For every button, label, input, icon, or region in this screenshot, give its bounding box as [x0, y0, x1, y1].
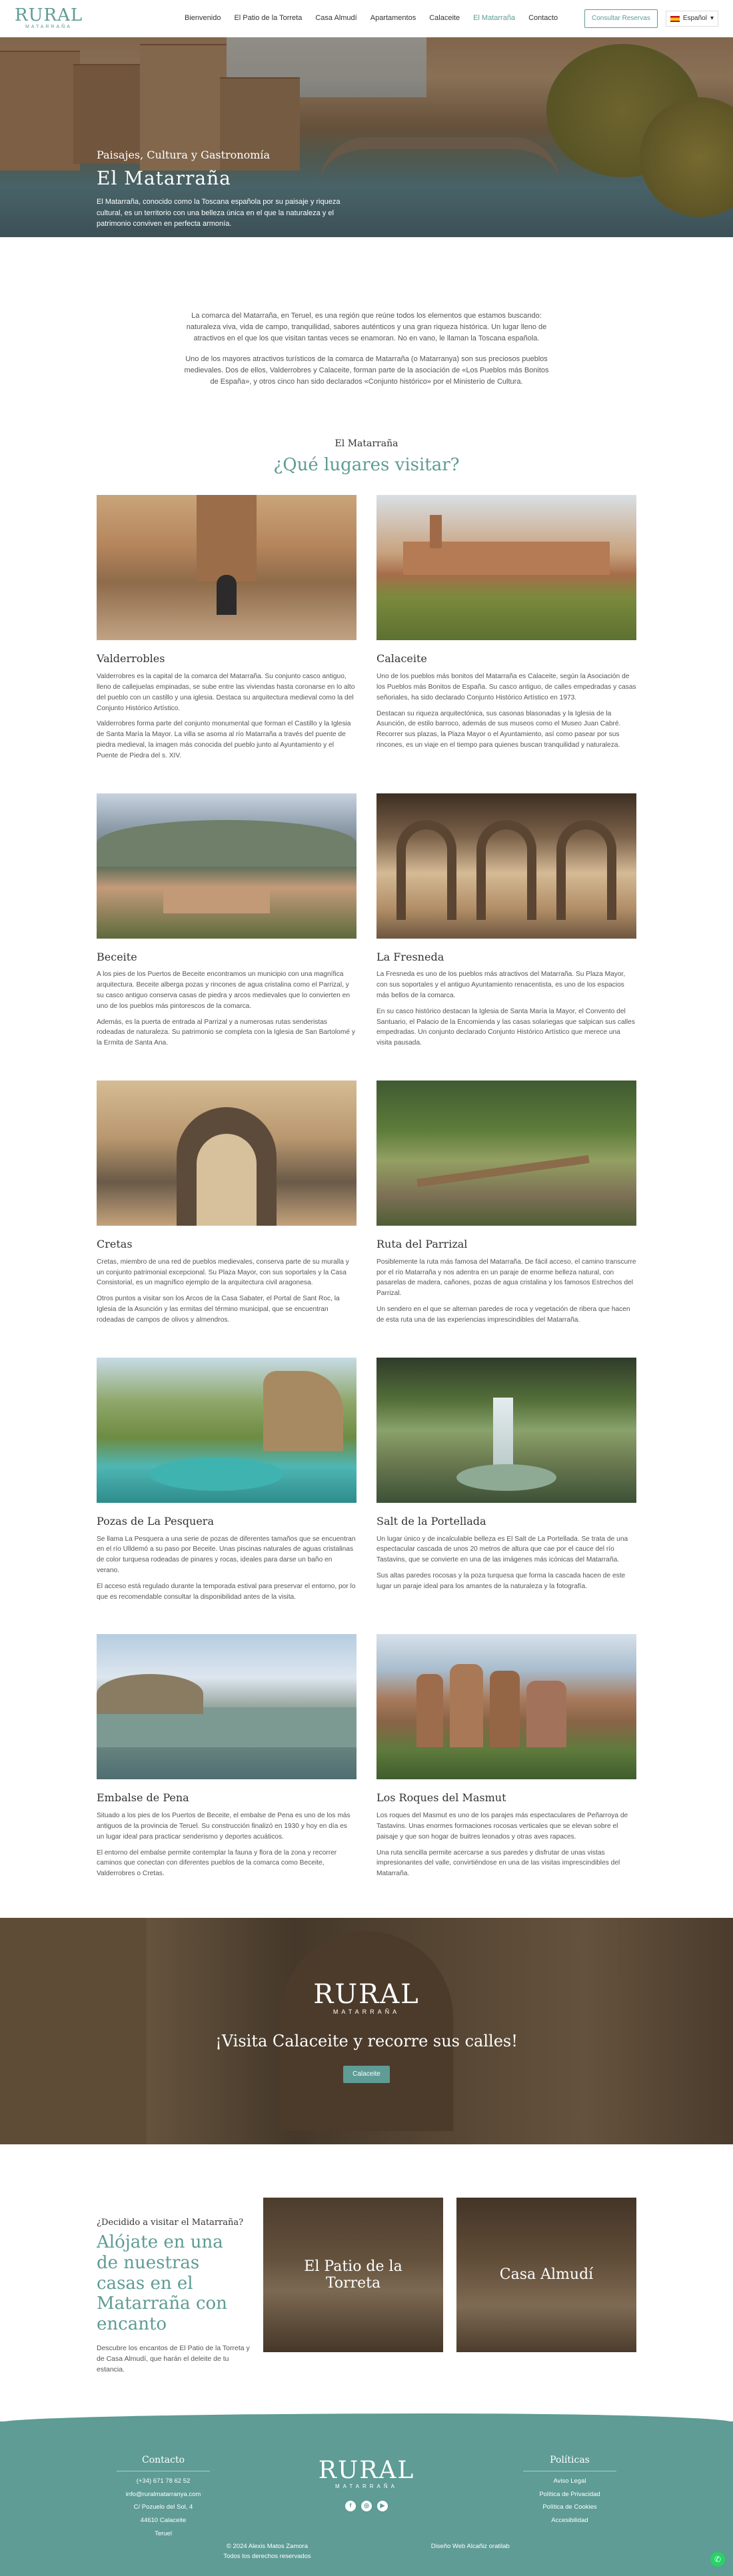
top-navigation: [0, 0, 733, 37]
policy-link[interactable]: Política de Privacidad: [539, 2490, 600, 2498]
footer-logo-sub: MATARRAÑA: [335, 2483, 398, 2490]
place-text: El entorno del embalse permite contemplar la fauna y flora de la zona y recorrer caminos que conectan con diferentes pueblos de la comarca como Beceite, Valderrobres o Cretas.: [97, 1849, 337, 1878]
footer-contact-title: Contacto: [117, 2453, 210, 2471]
footer-policies: [503, 2453, 636, 2542]
language-label: Español: [682, 15, 707, 23]
places-title: ¿Qué lugares visitar?: [273, 454, 460, 475]
designer-credit[interactable]: Diseño Web Alcañiz oratilab: [430, 2542, 510, 2550]
site-footer: [0, 2421, 733, 2576]
banner-logo-sub: MATARRAÑA: [333, 2008, 400, 2016]
footer-phone[interactable]: (+34) 671 78 62 52: [136, 2477, 191, 2485]
hero-subtitle: Paisajes, Cultura y Gastronomía: [97, 149, 271, 161]
stay-question: ¿Decidido a visitar el Matarraña?: [97, 2218, 244, 2228]
main-menu: [185, 13, 558, 24]
social-links: [319, 2501, 414, 2511]
house-card-casa-almudi[interactable]: [456, 2198, 636, 2352]
beceite-image: [97, 793, 357, 939]
youtube-icon[interactable]: ▶: [377, 2501, 388, 2511]
house-card-patio-torreta[interactable]: [263, 2198, 443, 2352]
language-selector[interactable]: [666, 11, 718, 27]
intro-paragraph-2: Uno de los mayores atractivos turísticos de la comarca de Matarraña (o Matarranya) son sus preciosos pueblos medievales. Dos de ellos, Valderrobres y Calaceite, forman parte de la asociación de «Los Pueblos más Bonitos de España», y otros cinco han sido declarados «Conjunto histórico» por el Ministerio de Cultura.: [184, 355, 549, 386]
policy-link[interactable]: Aviso Legal: [553, 2477, 586, 2485]
hero-title: El Matarraña: [97, 167, 231, 189]
footer-address: C/ Pozuelo del Sol, 4: [133, 2503, 193, 2511]
salt-portellada-image: [376, 1358, 636, 1503]
calaceite-image: [376, 495, 636, 640]
chevron-down-icon: ▾: [710, 15, 714, 23]
footer-province: Teruel: [155, 2529, 172, 2537]
house-name: El Patio de la Torreta: [304, 2258, 402, 2292]
place-text: Posiblemente la ruta más famosa del Matarraña. De fácil acceso, el camino transcurre por el río Matarraña y nos adentra en un paraje de enorme belleza natural, con pasarelas de madera, cañones, pozas de agua cristalina y los famosos Estrechos del Parrizal.: [376, 1258, 636, 1298]
spain-flag-icon: [670, 16, 680, 22]
place-text: Uno de los pueblos más bonitos del Matarraña es Calaceite, según la Asociación de los Pueblos más Bonitos de España. Su casco antiguo, de calles empedradas y casas señoriales, ha sido declarado Conjunto Histórico Artístico en 1973.: [376, 673, 636, 701]
place-text: Se llama La Pesquera a una serie de pozas de diferentes tamaños que se encuentran en el río Ulldemó a su paso por Beceite. Unas piscinas naturales de aguas cristalinas de color turquesa rodeadas de pinares y rocas, ideales para darse un baño en verano.: [97, 1535, 356, 1574]
place-text: Un sendero en el que se alternan paredes de roca y vegetación de ribera que hacen de esta ruta una de las experiencias imprescindibles del Matarraña.: [376, 1306, 630, 1324]
house-name: Casa Almudí: [499, 2266, 594, 2284]
hero-banner: [0, 37, 733, 237]
places-grid: [97, 495, 636, 1911]
place-text: El acceso está regulado durante la temporada estival para preservar el entorno, por lo que es recomendable consultar la disponibilidad antes de la visita.: [97, 1582, 356, 1601]
footer-city: 44610 Calaceite: [140, 2517, 187, 2525]
site-logo[interactable]: [15, 7, 88, 31]
place-card-embalse-pena: [97, 1634, 357, 1885]
menu-item-matarrana[interactable]: El Matarraña: [473, 14, 516, 23]
facebook-icon[interactable]: f: [345, 2501, 356, 2511]
policy-link[interactable]: Política de Cookies: [542, 2503, 597, 2511]
place-title: Los Roques del Masmut: [376, 1791, 506, 1805]
embalse-pena-image: [97, 1634, 357, 1779]
footer-logo-main: RURAL: [318, 2457, 415, 2485]
menu-item-contacto[interactable]: Contacto: [528, 14, 558, 23]
menu-item-casa-almudi[interactable]: Casa Almudí: [315, 14, 357, 23]
footer-email[interactable]: info@ruralmatarranya.com: [125, 2490, 201, 2498]
place-card-roques-masmut: [376, 1634, 636, 1885]
place-card-salt-portellada: [376, 1358, 636, 1608]
whatsapp-icon[interactable]: ✆: [710, 2552, 725, 2567]
place-text: Cretas, miembro de una red de pueblos medievales, conserva parte de su muralla y un conjunto patrimonial excepcional. Su Plaza Mayor, con sus soportales y la Casa Consistorial, es un magnífico ejemplo de la arquitectura civil aragonesa.: [97, 1258, 349, 1287]
copyright: © 2024 Alexis Matos Zamora: [226, 2542, 308, 2550]
place-card-parrizal: [376, 1080, 636, 1331]
parrizal-image: [376, 1080, 636, 1226]
cretas-image: [97, 1080, 357, 1226]
places-kicker: El Matarraña: [335, 438, 398, 450]
banner-title: ¡Visita Calaceite y recorre sus calles!: [215, 2032, 518, 2050]
instagram-icon[interactable]: ◎: [361, 2501, 372, 2511]
place-text: La Fresneda es uno de los pueblos más atractivos del Matarraña. Su Plaza Mayor, con sus soportales y el antiguo Ayuntamiento renacentista, es uno de los espacios más bellos de la comarca.: [376, 971, 626, 999]
place-text: En su casco histórico destacan la Iglesia de Santa María la Mayor, el Convento del Santuario, el Palacio de la Encomienda y las casas solariegas que salpican sus calles empedradas. Un conjunto declarado Conjunto Histórico Artístico que merece una visita pausada.: [376, 1007, 635, 1047]
logo-main-text: RURAL: [15, 5, 83, 25]
la-fresneda-image: [376, 793, 636, 939]
place-title: Ruta del Parrizal: [376, 1238, 468, 1251]
place-card-calaceite: [376, 495, 636, 766]
place-card-la-fresneda: [376, 793, 636, 1054]
valderrobles-image: [97, 495, 357, 640]
places-header: [0, 437, 733, 478]
place-card-cretas: [97, 1080, 357, 1331]
place-text: Situado a los pies de los Puertos de Beceite, el embalse de Pena es uno de los más antiguos de la provincia de Teruel. Su construcción finalizó en 1930 y hoy en día es un lugar ideal para practicar senderismo y deportes acuáticos.: [97, 1812, 351, 1841]
footer-contact: [97, 2453, 230, 2542]
pozas-image: [97, 1358, 357, 1503]
place-text: Los roques del Masmut es uno de los parajes más espectaculares de Peñarroya de Tastavins. Unas enormes formaciones rocosas verticales que se elevan sobre el paisaje y que son hogar de buitres leonados y otras aves rapaces.: [376, 1812, 628, 1841]
place-text: Otros puntos a visitar son los Arcos de la Casa Sabater, el Portal de Sant Roc, la Iglesia de la Asunción y las ermitas del término municipal, que se encuentran rodeadas de campos de olivos y almendros.: [97, 1295, 340, 1324]
intro-section: [0, 237, 733, 437]
place-title: Beceite: [97, 950, 137, 963]
calaceite-button[interactable]: Calaceite: [343, 2066, 390, 2083]
place-title: Salt de la Portellada: [376, 1514, 486, 1527]
stay-section: [97, 2198, 636, 2375]
policy-link[interactable]: Accesibilidad: [551, 2517, 588, 2525]
place-title: Cretas: [97, 1238, 133, 1251]
place-title: Pozas de La Pesquera: [97, 1514, 214, 1527]
place-card-beceite: [97, 793, 357, 1054]
menu-item-patio-torreta[interactable]: El Patio de la Torreta: [234, 14, 303, 23]
place-card-pozas: [97, 1358, 357, 1608]
rights: Todos los derechos reservados: [223, 2552, 311, 2560]
roques-masmut-image: [376, 1634, 636, 1779]
reserve-button[interactable]: Consultar Reservas: [584, 9, 658, 28]
place-text: Además, es la puerta de entrada al Parrizal y a numerosas rutas senderistas rodeadas de naturaleza. Su patrimonio se completa con la Iglesia de San Bartolomé y la Ermita de Santa Ana.: [97, 1018, 355, 1047]
logo-sub-text: MATARRAÑA: [25, 24, 72, 29]
footer-policies-title: Políticas: [523, 2453, 616, 2471]
intro-paragraph-1: La comarca del Matarraña, en Teruel, es una región que reúne todos los elementos que estamos buscando: naturaleza viva, vida de campo, tranquilidad, sabores auténticos y una gran riqueza histórica. Un lugar lleno de atractivos en el que los que visitan tantas veces se enamoran. No en vano, le llaman la Toscana española.: [186, 312, 547, 343]
stay-text: Descubre los encantos de El Patio de la Torreta y de Casa Almudí, que harán el deleite de tu estancia.: [97, 2344, 250, 2374]
place-text: Un lugar único y de incalculable belleza es El Salt de La Portellada. Se trata de una espectacular cascada de unos 20 metros de altura que cae por el cauce del río Tastavins, que se convierte en una de las imágenes más icónicas del Matarraña.: [376, 1535, 628, 1564]
place-title: Embalse de Pena: [97, 1791, 189, 1805]
place-title: Calaceite: [376, 652, 427, 665]
place-text: Destacan su riqueza arquitectónica, sus casonas blasonadas y la Iglesia de la Asunción, de estilo barroco, además de sus museos como el Museo Juan Cabré. Recorrer sus plazas, la Plaza Mayor o el Ayuntamiento, así como pasear por sus rincones, es un viaje en el tiempo para quienes buscan tranquilidad y naturaleza.: [376, 709, 621, 749]
calaceite-banner: [0, 1918, 733, 2144]
place-text: A los pies de los Puertos de Beceite encontramos un municipio con una magnífica arquitectura. Beceite alberga pozas y rincones de agua cristalina como el Parrizal, y su casco antiguo conserva casas de piedra y arcos medievales que lo convierten en uno de los pueblos más pintorescos de la comarca.: [97, 971, 350, 1010]
place-card-valderrobles: [97, 495, 357, 766]
place-text: Una ruta sencilla permite acercarse a sus paredes y disfrutar de unas vistas impresionantes del valle, convirtiéndose en una de las visitas imprescindibles del Matarraña.: [376, 1849, 620, 1878]
place-text: Valderrobres es la capital de la comarca del Matarraña. Su conjunto casco antiguo, lleno de callejuelas empinadas, se sube entre las viviendas hasta coronarse en lo alto del pueblo con un castillo y una iglesia. Destaca su arquitectura medieval como la del Conjunto Histórico Artístico.: [97, 673, 355, 712]
place-title: La Fresneda: [376, 950, 444, 963]
stay-title: Alójate en una de nuestras casas en el Matarraña con encanto: [97, 2232, 227, 2334]
hero-text: El Matarraña, conocido como la Toscana española por su paisaje y riqueza cultural, es un territorio con una belleza única en el que la naturaleza y el patrimonio conviven en perfecta armonía.: [97, 198, 341, 228]
footer-wave: [0, 2413, 733, 2423]
place-title: Valderrobles: [97, 652, 165, 665]
menu-item-bienvenido[interactable]: Bienvenido: [185, 14, 221, 23]
menu-item-calaceite[interactable]: Calaceite: [429, 14, 460, 23]
footer-brand: [319, 2453, 414, 2542]
menu-item-apartamentos[interactable]: Apartamentos: [370, 14, 416, 23]
place-text: Sus altas paredes rocosas y la poza turquesa que forma la cascada hacen de este lugar un paraje ideal para los amantes de la naturaleza y la fotografía.: [376, 1571, 626, 1590]
place-text: Valderrobres forma parte del conjunto monumental que forman el Castillo y la Iglesia de Santa María la Mayor. La villa se asoma al río Matarraña a través del puente de piedra medieval, la imagen más conocida del pueblo junto al Ayuntamiento y el Puente de Piedra del s. XIV.: [97, 720, 351, 759]
banner-logo-main: RURAL: [313, 1979, 420, 2010]
